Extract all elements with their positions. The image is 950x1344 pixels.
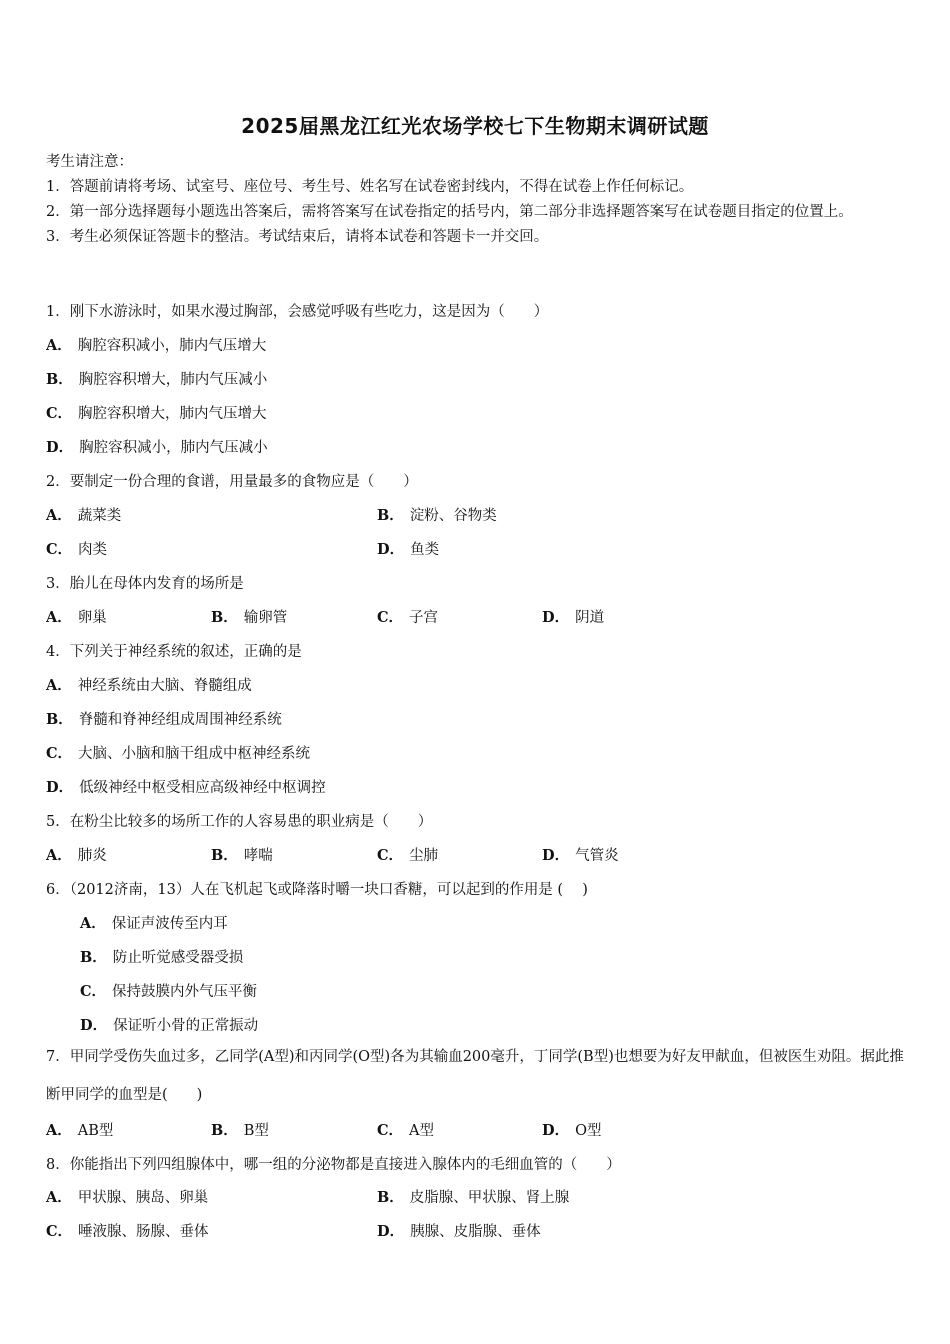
option-letter: D．: [377, 1223, 405, 1240]
option-letter: D．: [46, 779, 74, 796]
option-letter: C．: [46, 1223, 73, 1240]
option-letter: B．: [211, 847, 238, 864]
option-letter: C．: [46, 541, 73, 558]
option-text: 胸腔容积增大，肺内气压增大: [78, 406, 267, 422]
option: [46, 606, 107, 627]
question-stem: 3．胎儿在母体内发育的场所是: [46, 576, 244, 592]
option: [377, 1119, 434, 1140]
option-row: [46, 844, 906, 866]
option-letter: C．: [80, 983, 107, 1000]
option: [80, 1014, 258, 1035]
option-letter: A．: [46, 1189, 72, 1206]
option-text: 阴道: [575, 610, 605, 626]
option-letter: A．: [46, 507, 72, 524]
notice-item: 2．第一部分选择题每小题选出答案后，需将答案写在试卷指定的括号内，第二部分非选择题答案写在试卷题目指定的位置上。: [46, 204, 853, 220]
option-row: [46, 334, 906, 356]
option-row: [46, 912, 906, 934]
option-letter: B．: [80, 949, 107, 966]
option-letter: A．: [46, 1122, 72, 1139]
option-letter: D．: [542, 609, 570, 626]
option-letter: A．: [46, 677, 72, 694]
option-text: 肉类: [78, 542, 108, 558]
option-letter: C．: [377, 1122, 404, 1139]
option: [377, 1186, 569, 1207]
option: [80, 912, 228, 933]
option-text: 皮脂腺、甲状腺、肾上腺: [409, 1190, 570, 1206]
option-row: [46, 606, 906, 628]
option-text: 低级神经中枢受相应高级神经中枢调控: [79, 780, 326, 796]
option: [46, 742, 310, 763]
option-row: [46, 742, 906, 764]
notice-item: 1．答题前请将考场、试室号、座位号、考生号、姓名写在试卷密封线内，不得在试卷上作任何标记。: [46, 179, 694, 195]
option-text: 保持鼓膜内外气压平衡: [112, 984, 258, 1000]
option-text: 保证声波传至内耳: [111, 916, 228, 932]
option-row: [46, 504, 906, 526]
option-letter: C．: [377, 847, 404, 864]
question-stem: 1．刚下水游泳时，如果水漫过胸部，会感觉呼吸有些吃力，这是因为（ ）: [46, 304, 549, 320]
option: [542, 606, 604, 627]
option-letter: D．: [542, 847, 570, 864]
option-text: AB型: [77, 1123, 114, 1139]
option-text: 胸腔容积减小，肺内气压增大: [77, 338, 267, 354]
option-letter: A．: [46, 337, 72, 354]
question-stem: 4．下列关于神经系统的叙述，正确的是: [46, 644, 302, 660]
option-row: [46, 946, 906, 968]
question-stem: 8．你能指出下列四组腺体中，哪一组的分泌物都是直接进入腺体内的毛细血管的（ ）: [46, 1157, 621, 1173]
option-letter: D．: [542, 1122, 570, 1139]
option-text: 淀粉、谷物类: [409, 508, 497, 524]
notice-block: [46, 150, 906, 250]
option-row: [46, 1220, 906, 1242]
option-text: 甲状腺、胰岛、卵巢: [77, 1190, 209, 1206]
notice-item: 3．考生必须保证答题卡的整洁。考试结束后，请将本试卷和答题卡一并交回。: [46, 229, 549, 245]
notice-heading: 考生请注意：: [46, 154, 133, 170]
option-letter: B．: [377, 1189, 404, 1206]
option-text: 胸腔容积减小，肺内气压减小: [79, 440, 268, 456]
option-text: 尘肺: [409, 848, 439, 864]
option: [46, 334, 266, 355]
option: [211, 1119, 269, 1140]
option: [46, 1220, 209, 1241]
option-text: 子宫: [409, 610, 439, 626]
option-row: [46, 368, 906, 390]
option: [211, 606, 287, 627]
question-stem: 6．（2012济南，13）人在飞机起飞或降落时嚼一块口香糖，可以起到的作用是 ( ): [46, 882, 588, 898]
option-row: [46, 1014, 906, 1036]
option-text: B型: [243, 1123, 269, 1139]
option-row: [46, 776, 906, 798]
option-letter: A．: [46, 847, 72, 864]
option-letter: B．: [46, 371, 73, 388]
option-letter: C．: [46, 405, 73, 422]
option-text: O型: [575, 1123, 602, 1139]
option: [80, 980, 257, 1001]
option-row: [46, 980, 906, 1002]
option-text: 唾液腺、肠腺、垂体: [78, 1224, 209, 1240]
option-letter: A．: [46, 609, 72, 626]
option: [46, 504, 121, 525]
option-text: 保证听小骨的正常振动: [113, 1018, 259, 1034]
option-row: [46, 538, 906, 560]
option-row: [46, 674, 906, 696]
option: [46, 1186, 208, 1207]
option-text: 卵巢: [77, 610, 107, 626]
option-letter: B．: [211, 1122, 238, 1139]
option-row: [46, 436, 906, 458]
option: [211, 844, 273, 865]
option-letter: B．: [46, 711, 73, 728]
option: [46, 776, 326, 797]
option: [46, 402, 267, 423]
option: [80, 946, 243, 967]
option-text: A型: [409, 1123, 435, 1139]
option-text: 大脑、小脑和脑干组成中枢神经系统: [78, 746, 311, 762]
option-row: [46, 402, 906, 424]
option-letter: C．: [46, 745, 73, 762]
option-text: 防止听觉感受器受损: [112, 950, 244, 966]
option-letter: B．: [211, 609, 238, 626]
option: [46, 844, 107, 865]
question-stem: 7．甲同学受伤失血过多，乙同学(A型)和丙同学(O型)各为其输血200毫升，丁同学(B型)也想要为好友甲献血，但被医生劝阻。据此推断甲同学的血型是( ): [46, 1049, 904, 1103]
option-text: 神经系统由大脑、脊髓组成: [77, 678, 252, 694]
option-text: 肺炎: [77, 848, 107, 864]
option-row: [46, 1186, 906, 1208]
option-letter: B．: [377, 507, 404, 524]
option: [377, 606, 438, 627]
option-text: 脊髓和脊神经组成周围神经系统: [78, 712, 282, 728]
page-title: 2025届黑龙江红光农场学校七下生物期末调研试题: [241, 114, 709, 138]
option: [46, 538, 107, 559]
option-letter: D．: [80, 1017, 108, 1034]
question-stem: 5．在粉尘比较多的场所工作的人容易患的职业病是（ ）: [46, 814, 433, 830]
option-text: 哮喘: [243, 848, 273, 864]
option-row: [46, 708, 906, 730]
option: [46, 708, 282, 729]
option: [46, 368, 267, 389]
option: [377, 504, 497, 525]
option: [377, 1220, 541, 1241]
option: [377, 844, 438, 865]
option: [46, 436, 268, 457]
option-row: [46, 1119, 906, 1141]
option-text: 气管炎: [575, 848, 619, 864]
option-text: 胰腺、皮脂腺、垂体: [410, 1224, 541, 1240]
option: [46, 674, 252, 695]
option-letter: D．: [377, 541, 405, 558]
option: [46, 1119, 113, 1140]
option-text: 胸腔容积增大，肺内气压减小: [78, 372, 268, 388]
question-stem: 2．要制定一份合理的食谱，用量最多的食物应是（ ）: [46, 474, 418, 490]
option-letter: C．: [377, 609, 404, 626]
option-text: 输卵管: [243, 610, 288, 626]
option-text: 鱼类: [410, 542, 440, 558]
option: [377, 538, 439, 559]
option-letter: D．: [46, 439, 74, 456]
option-text: 蔬菜类: [77, 508, 122, 524]
option: [542, 844, 619, 865]
option: [542, 1119, 601, 1140]
option-letter: A．: [80, 915, 106, 932]
